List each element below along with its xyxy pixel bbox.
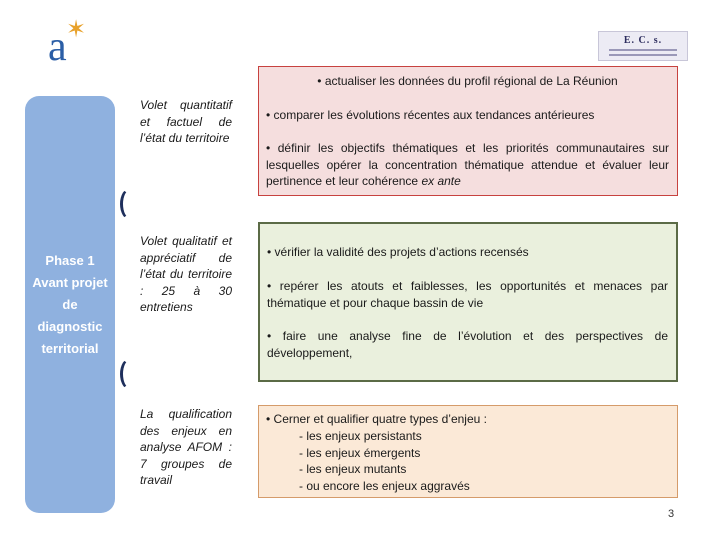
phase-panel — [25, 96, 115, 513]
ecs-logo-title: E. C. s. — [623, 35, 663, 46]
star-icon: ✶ — [66, 16, 87, 43]
bullet-text: • Cerner et qualifier quatre types d’enjeu : — [266, 412, 487, 426]
logo-letter: a — [48, 24, 67, 70]
section-label-quantitatif: Volet quantitatif et factuel de l’état du territoire — [140, 98, 232, 145]
ecs-logo-line — [609, 49, 677, 51]
list-item: - les enjeux persistants — [299, 429, 422, 443]
bullet-text-main: • définir les objectifs thématiques et les priorités communautaires sur lesquelles opérer la concentration thématique attendue et évaluer leur pertinence et leur cohérence — [266, 141, 669, 188]
brace-connector — [120, 188, 140, 220]
ecs-logo — [598, 31, 688, 61]
section-label-qualitatif: Volet qualitatif et appréciatif de l’état du territoire : 25 à 30 entretiens — [140, 234, 232, 314]
logo-a — [48, 16, 98, 70]
section-label-qualification: La qualification des enjeux en analyse AFOM : 7 groupes de travail — [140, 407, 232, 487]
bullet-text — [266, 140, 669, 190]
bullet-text-italic: ex ante — [421, 174, 461, 188]
bullet-text: • actualiser les données du profil régional de La Réunion — [317, 74, 618, 88]
brace-connector — [120, 358, 140, 390]
phase-label: Phase 1 Avant projet de diagnostic territorial — [32, 252, 108, 356]
bullet-text: • comparer les évolutions récentes aux tendances antérieures — [266, 108, 595, 122]
bullet-text: • vérifier la validité des projets d’actions recensés — [267, 245, 529, 259]
bullet-text: • repérer les atouts et faiblesses, les opportunités et menaces par thématique et pour chaque bassin de vie — [267, 279, 668, 310]
box-qualitatif — [258, 222, 678, 382]
list-item: - les enjeux émergents — [299, 445, 421, 460]
enjeu-list — [299, 428, 470, 494]
box-qualification — [258, 405, 678, 498]
box-quantitatif — [258, 66, 678, 196]
page-number: 3 — [668, 508, 675, 520]
list-item: - les enjeux mutants — [299, 462, 407, 476]
ecs-logo-line — [609, 54, 677, 56]
bullet-text: • faire une analyse fine de l’évolution et des perspectives de développement, — [267, 329, 668, 360]
list-item: - ou encore les enjeux aggravés — [299, 478, 470, 493]
